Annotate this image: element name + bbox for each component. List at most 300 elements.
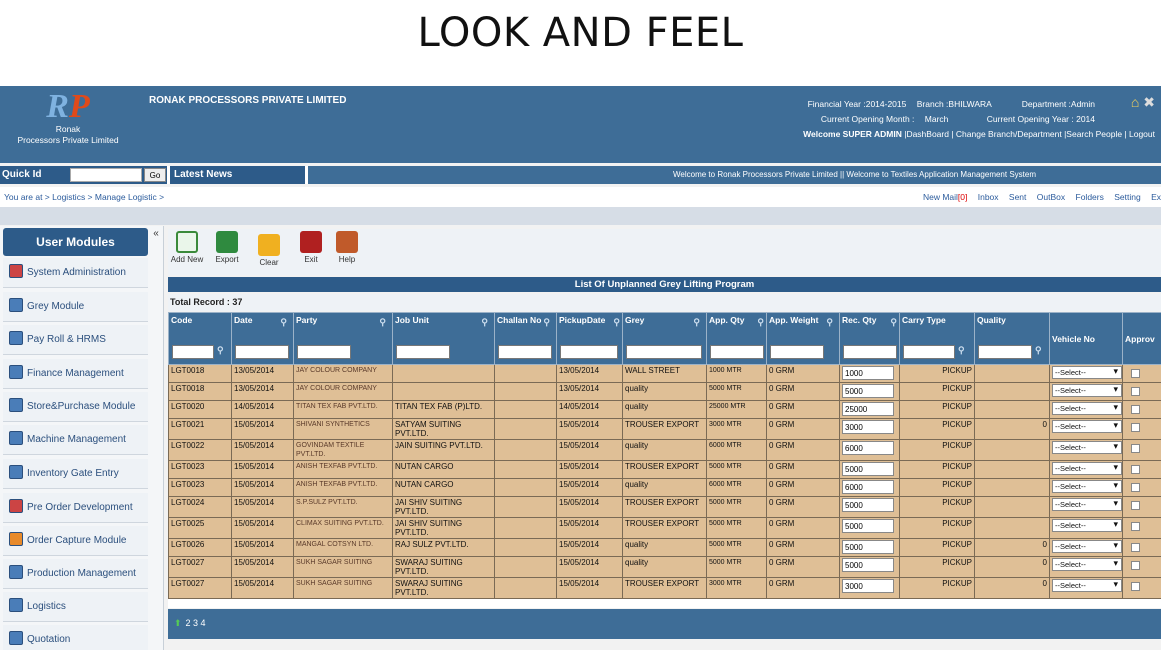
date-cell: 15/05/2014 [232,419,294,440]
challan-filter-input[interactable] [498,345,552,359]
sidebar-item-payroll[interactable] [3,325,148,355]
pickup-date-cell: 15/05/2014 [557,461,623,479]
carry-type-cell: PICKUP [900,479,975,497]
date-cell: 15/05/2014 [232,440,294,461]
quick-bar [0,166,1161,184]
help-button[interactable] [328,231,366,264]
exit-label: Exit [304,255,318,264]
rec-qty-input[interactable] [842,402,894,416]
total-records: Total Record : 37 [168,294,1161,311]
table-row[interactable] [169,578,1161,599]
vehicle-cell [1050,497,1123,518]
rec-qty-input[interactable] [842,384,894,398]
grey-cell: quality [623,383,707,401]
vehicle-cell [1050,578,1123,599]
pickup-date-cell: 15/05/2014 [557,440,623,461]
app-weight-cell: 0 GRM [767,578,840,599]
table-row[interactable] [169,365,1161,383]
search-icon: ⚲ [890,317,897,327]
carry-filter-input[interactable] [903,345,955,359]
carry-type-cell: PICKUP [900,365,975,383]
grey-filter-input[interactable] [626,345,702,359]
job-unit-cell: NUTAN CARGO [393,461,495,479]
folders-link[interactable]: Folders [1075,192,1104,202]
add-new-button[interactable] [168,231,206,264]
quality-filter-input[interactable] [978,345,1032,359]
sidebar-item-machine[interactable] [3,425,148,455]
job-unit-cell: NUTAN CARGO [393,479,495,497]
sidebar-item-label: Grey Module [27,301,85,312]
quality-cell [975,479,1050,497]
challan-cell [495,401,557,419]
quality-cell [975,461,1050,479]
code-cell: LGT0021 [169,419,232,440]
approve-checkbox[interactable] [1131,369,1140,378]
search-icon: ⚲ [543,317,550,327]
vehicle-select[interactable]: --Select-- ▾ [1052,441,1122,454]
approve-checkbox[interactable] [1131,543,1140,552]
vehicle-select[interactable]: --Select-- ▾ [1052,384,1122,397]
add-new-icon [176,231,198,253]
sidebar-item-label: Quotation [27,634,71,645]
rec-qty-cell [840,383,900,401]
table-row[interactable] [169,419,1161,440]
inventory-icon [9,465,23,479]
sidebar-item-finance[interactable] [3,359,148,389]
table-row[interactable] [169,518,1161,539]
challan-cell [495,539,557,557]
first-page-icon[interactable]: ⬆ [174,618,182,628]
lifting-table [168,312,1161,599]
date-filter-input[interactable] [235,345,289,359]
search-icon: ⚲ [280,317,287,327]
sidebar-item-label: Inventory Gate Entry [27,468,119,479]
financial-year: Financial Year :2014-2015 [807,99,907,109]
clear-button[interactable] [250,234,288,267]
table-row[interactable] [169,497,1161,518]
vehicle-select[interactable]: --Select-- ▾ [1052,420,1122,433]
quality-cell [975,365,1050,383]
data-grid [168,312,1161,608]
pickup-date-cell: 15/05/2014 [557,518,623,539]
job-unit-cell: TITAN TEX FAB (P)LTD. [393,401,495,419]
vehicle-select[interactable]: --Select-- ▾ [1052,480,1122,493]
vehicle-select[interactable]: --Select-- ▾ [1052,366,1122,379]
table-row[interactable] [169,539,1161,557]
app-weight-cell: 0 GRM [767,539,840,557]
app-qty-cell: 5000 MTR [707,497,767,518]
job-unit-cell: JAI SHIV SUITING PVT.LTD. [393,518,495,539]
sidebar-item-store-purchase[interactable] [3,392,148,422]
sidebar-item-label: Pre Order Development [27,502,133,513]
export-button[interactable] [208,231,246,264]
rec-qty-cell [840,461,900,479]
col-rec-qty[interactable]: Rec. Qty ⚲ [840,313,900,365]
job-unit-cell: RAJ SULZ PVT.LTD. [393,539,495,557]
breadcrumb-row [0,187,1161,207]
slide-title: LOOK AND FEEL [417,10,744,56]
rec-qty-input[interactable] [842,441,894,455]
app-weight-cell: 0 GRM [767,383,840,401]
col-app-weight[interactable]: App. Weight ⚲ [767,313,840,365]
approve-cell [1123,461,1161,479]
quality-cell: 0 [975,539,1050,557]
challan-cell [495,518,557,539]
app-weight-filter-input[interactable] [770,345,824,359]
quality-cell: 0 [975,557,1050,578]
mail-links [923,192,1161,202]
approve-cell [1123,383,1161,401]
outbox-link[interactable]: OutBox [1036,192,1066,202]
rec-qty-cell [840,419,900,440]
sidebar-item-label: Order Capture Module [27,535,127,546]
sidebar-title: User Modules [3,228,148,256]
grey-cell: TROUSER EXPORT [623,419,707,440]
logo-line2: Processors Private Limited [17,135,119,145]
excel-icon [216,231,238,253]
approve-checkbox[interactable] [1131,483,1140,492]
app-qty-cell: 6000 MTR [707,479,767,497]
sidebar-item-label: Logistics [27,601,66,612]
approve-cell [1123,419,1161,440]
setting-link[interactable]: Setting [1114,192,1141,202]
search-icon: ⚲ [826,317,833,327]
search-icon: ⚲ [613,317,620,327]
rec-qty-input[interactable] [842,480,894,494]
approve-checkbox[interactable] [1131,423,1140,432]
col-party[interactable]: Party ⚲ [294,313,393,365]
collapse-icon[interactable]: « [153,228,159,239]
approve-cell [1123,401,1161,419]
header-links[interactable]: |DashBoard | Change Branch/Department |Search People | Logout [904,129,1155,139]
vehicle-select[interactable]: --Select-- ▾ [1052,540,1122,553]
pickup-filter-input[interactable] [560,345,618,359]
production-icon [9,565,23,579]
col-code[interactable]: Code ⚲ [169,313,232,365]
challan-cell [495,383,557,401]
code-cell: LGT0018 [169,365,232,383]
quality-cell [975,440,1050,461]
app-weight-cell: 0 GRM [767,440,840,461]
approve-checkbox[interactable] [1131,501,1140,510]
carry-type-cell: PICKUP [900,440,975,461]
date-cell: 13/05/2014 [232,365,294,383]
challan-cell [495,497,557,518]
app-qty-cell: 5000 MTR [707,557,767,578]
vehicle-select[interactable]: --Select-- ▾ [1052,519,1122,532]
exit-icon [300,231,322,253]
pickup-date-cell: 15/05/2014 [557,497,623,518]
quality-cell [975,497,1050,518]
party-cell: S.P.SULZ PVT.LTD. [294,497,393,518]
challan-cell [495,440,557,461]
vehicle-cell [1050,365,1123,383]
approve-cell [1123,479,1161,497]
date-cell: 14/05/2014 [232,401,294,419]
rec-qty-cell [840,365,900,383]
vehicle-cell [1050,440,1123,461]
party-cell: SUKH SAGAR SUITING [294,557,393,578]
approve-cell [1123,518,1161,539]
vehicle-select[interactable]: --Select-- ▾ [1052,558,1122,571]
vehicle-select[interactable]: --Select-- ▾ [1052,498,1122,511]
job-unit-cell: SWARAJ SUITING PVT.LTD. [393,578,495,599]
company-logo: RP Ronak Processors Private Limited [8,90,128,146]
party-cell: SHIVANI SYNTHETICS [294,419,393,440]
search-icon: ⚲ [217,345,224,355]
date-cell: 15/05/2014 [232,557,294,578]
store-icon [9,398,23,412]
quality-cell: 0 [975,578,1050,599]
rec-qty-input[interactable] [842,519,894,533]
opening-month-value: March [924,114,949,124]
app-weight-cell: 0 GRM [767,497,840,518]
search-icon: ⚲ [1035,345,1042,355]
pickup-date-cell: 13/05/2014 [557,383,623,401]
grey-cell: TROUSER EXPORT [623,461,707,479]
rec-qty-input[interactable] [842,462,894,476]
ex-link[interactable]: Ex [1151,192,1161,202]
table-row[interactable] [169,383,1161,401]
grey-cell: quality [623,539,707,557]
sidebar-item-label: Store&Purchase Module [27,401,136,412]
carry-type-cell: PICKUP [900,497,975,518]
table-row[interactable] [169,440,1161,461]
home-icon[interactable]: ⌂ [1130,94,1140,110]
rec-qty-cell [840,401,900,419]
grey-cell: TROUSER EXPORT [623,578,707,599]
vehicle-select[interactable]: --Select-- ▾ [1052,402,1122,415]
rec-qty-input[interactable] [842,420,894,434]
toolbar [168,229,1161,275]
rec-qty-cell [840,518,900,539]
carry-type-cell: PICKUP [900,419,975,440]
search-icon: ⚲ [481,317,488,327]
party-cell: SUKH SAGAR SUITING [294,578,393,599]
quality-cell: 0 [975,419,1050,440]
approve-cell [1123,440,1161,461]
approve-cell [1123,365,1161,383]
code-cell: LGT0025 [169,518,232,539]
vehicle-select[interactable]: --Select-- ▾ [1052,462,1122,475]
table-header-row [169,313,1161,365]
quality-cell [975,401,1050,419]
col-date[interactable]: Date ⚲ [232,313,294,365]
sidebar [0,226,164,650]
approve-checkbox[interactable] [1131,405,1140,414]
carry-type-cell: PICKUP [900,383,975,401]
new-mail-label: New Mail [922,192,958,202]
date-cell: 15/05/2014 [232,497,294,518]
help-label: Help [338,255,356,264]
rec-qty-input[interactable] [842,498,894,512]
app-weight-cell: 0 GRM [767,401,840,419]
quick-id-input[interactable] [70,168,142,182]
col-app-qty[interactable]: App. Qty ⚲ [707,313,767,365]
rec-qty-input[interactable] [842,540,894,554]
date-cell: 15/05/2014 [232,578,294,599]
org-chart-icon [9,264,23,278]
app-qty-cell: 3000 MTR [707,419,767,440]
vehicle-cell [1050,518,1123,539]
party-cell: GOVINDAM TEXTILE PVT.LTD. [294,440,393,461]
rec-qty-filter-input[interactable] [843,345,897,359]
sidebar-item-label: Production Management [27,568,136,579]
tools-icon[interactable]: ✖ [1143,94,1155,110]
col-carry-type[interactable]: Carry Type ⚲ [900,313,975,365]
job-unit-cell [393,383,495,401]
date-cell: 15/05/2014 [232,479,294,497]
approve-cell [1123,557,1161,578]
vehicle-cell [1050,401,1123,419]
sidebar-item-inventory[interactable] [3,459,148,489]
approve-checkbox[interactable] [1131,465,1140,474]
party-cell: MANGAL COTSYN LTD. [294,539,393,557]
code-cell: LGT0024 [169,497,232,518]
approve-checkbox[interactable] [1131,561,1140,570]
export-label: Export [215,255,239,264]
carry-type-cell: PICKUP [900,539,975,557]
module-icon [9,298,23,312]
rec-qty-input[interactable] [842,579,894,593]
app-weight-cell: 0 GRM [767,365,840,383]
date-cell: 15/05/2014 [232,518,294,539]
add-new-label: Add New [170,255,204,264]
grey-cell: quality [623,557,707,578]
table-row[interactable] [169,557,1161,578]
app-qty-cell: 25000 MTR [707,401,767,419]
approve-checkbox[interactable] [1131,387,1140,396]
pickup-date-cell: 15/05/2014 [557,479,623,497]
pager [168,609,1161,639]
sidebar-item-label: Pay Roll & HRMS [27,334,106,345]
grey-cell: quality [623,479,707,497]
sidebar-item-logistics[interactable] [3,592,148,622]
challan-cell [495,479,557,497]
pickup-date-cell: 14/05/2014 [557,401,623,419]
new-mail-link[interactable] [923,192,967,202]
app-weight-cell: 0 GRM [767,461,840,479]
breadcrumb[interactable]: You are at > Logistics > Manage Logistic > [4,192,165,202]
app-qty-cell: 6000 MTR [707,440,767,461]
rec-qty-cell [840,440,900,461]
rec-qty-cell [840,578,900,599]
sidebar-item-quotation[interactable] [3,625,148,650]
sidebar-item-pre-order[interactable] [3,493,148,523]
party-cell: ANISH TEXFAB PVT.LTD. [294,479,393,497]
search-icon: ⚲ [757,317,764,327]
app-weight-cell: 0 GRM [767,557,840,578]
party-filter-input[interactable] [297,345,351,359]
grey-cell: TROUSER EXPORT [623,518,707,539]
challan-cell [495,557,557,578]
rec-qty-input[interactable] [842,366,894,380]
sidebar-item-grey-module[interactable] [3,292,148,322]
col-approve[interactable]: Approv [1123,313,1161,365]
sidebar-item-production[interactable] [3,559,148,589]
pickup-date-cell: 15/05/2014 [557,557,623,578]
sent-link[interactable]: Sent [1008,192,1027,202]
app-header [0,86,1161,163]
col-grey[interactable]: Grey ⚲ [623,313,707,365]
app-qty-cell: 3000 MTR [707,578,767,599]
code-cell: LGT0027 [169,578,232,599]
carry-type-cell: PICKUP [900,401,975,419]
new-mail-count: [0] [957,192,968,202]
approve-checkbox[interactable] [1131,444,1140,453]
app-weight-cell: 0 GRM [767,518,840,539]
col-pickup-date[interactable]: PickupDate ⚲ [557,313,623,365]
code-cell: LGT0027 [169,557,232,578]
vehicle-cell [1050,539,1123,557]
vehicle-cell [1050,557,1123,578]
pickup-date-cell: 15/05/2014 [557,578,623,599]
app-qty-filter-input[interactable] [710,345,764,359]
search-icon: ⚲ [958,345,965,355]
company-name: RONAK PROCESSORS PRIVATE LIMITED [149,95,347,106]
vehicle-cell [1050,479,1123,497]
date-cell: 15/05/2014 [232,461,294,479]
vehicle-cell [1050,383,1123,401]
page-links[interactable]: 2 3 4 [185,618,206,628]
inbox-link[interactable]: Inbox [977,192,999,202]
vehicle-select[interactable]: --Select-- ▾ [1052,579,1122,592]
exit-button[interactable] [292,231,330,264]
vehicle-cell [1050,419,1123,440]
code-cell: LGT0018 [169,383,232,401]
party-cell: TITAN TEX FAB PVT.LTD. [294,401,393,419]
finance-icon [9,365,23,379]
app-qty-cell: 5000 MTR [707,461,767,479]
carry-type-cell: PICKUP [900,518,975,539]
job-unit-cell [393,365,495,383]
code-filter-input[interactable] [172,345,214,359]
pickup-date-cell: 15/05/2014 [557,419,623,440]
table-row[interactable] [169,479,1161,497]
panel-title: List Of Unplanned Grey Lifting Program [168,277,1161,292]
approve-cell [1123,578,1161,599]
quick-id [0,166,167,184]
order-capture-icon [9,532,23,546]
col-challan-no[interactable]: Challan No ⚲ [495,313,557,365]
rec-qty-input[interactable] [842,558,894,572]
opening-month-label: Current Opening Month : [820,114,915,124]
date-cell: 15/05/2014 [232,539,294,557]
job-unit-filter-input[interactable] [396,345,450,359]
approve-checkbox[interactable] [1131,522,1140,531]
search-icon: ⚲ [693,317,700,327]
logo-line1: Ronak [55,124,81,134]
table-row[interactable] [169,461,1161,479]
sidebar-item-system-administration[interactable] [3,258,148,288]
col-quality[interactable]: Quality ⚲ [975,313,1050,365]
table-row[interactable] [169,401,1161,419]
latest-news-label: Latest News [170,166,305,184]
approve-checkbox[interactable] [1131,582,1140,591]
pickup-date-cell: 15/05/2014 [557,539,623,557]
pickup-date-cell: 13/05/2014 [557,365,623,383]
col-vehicle-no[interactable]: Vehicle No [1050,313,1123,365]
job-unit-cell: JAIN SUITING PVT.LTD. [393,440,495,461]
header-icons [1131,94,1155,111]
payroll-icon [9,331,23,345]
go-button[interactable]: Go [144,168,166,182]
col-job-unit[interactable]: Job Unit ⚲ [393,313,495,365]
rec-qty-cell [840,557,900,578]
sidebar-item-order-capture[interactable] [3,526,148,556]
app-qty-cell: 1000 MTR [707,365,767,383]
code-cell: LGT0026 [169,539,232,557]
